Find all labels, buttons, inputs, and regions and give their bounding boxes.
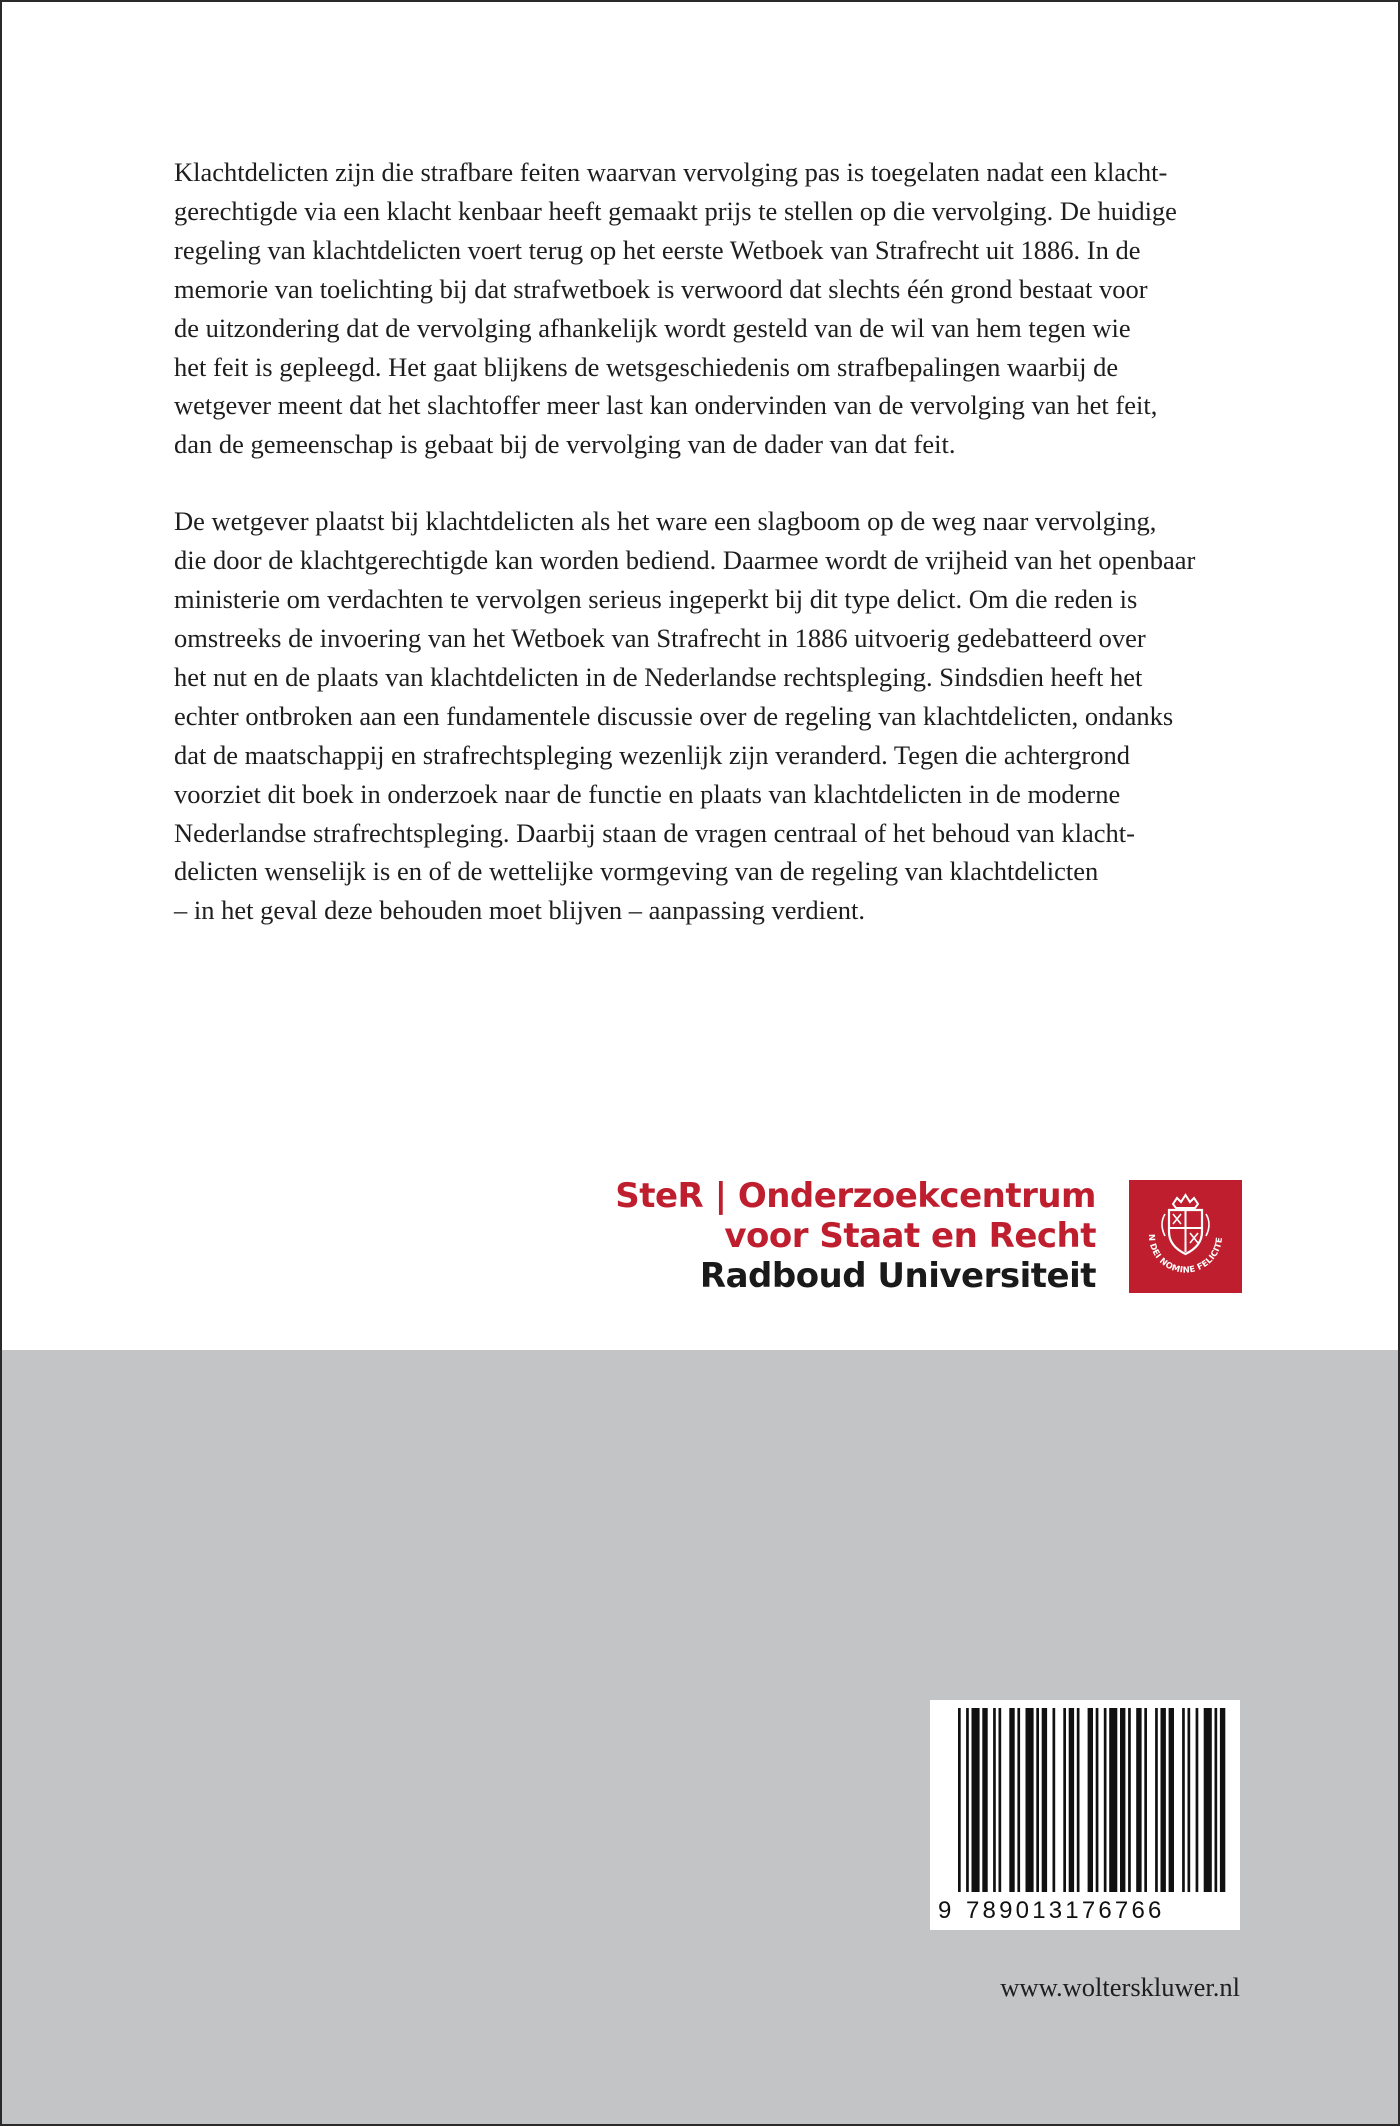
barcode-first-digit: 9 bbox=[938, 1897, 952, 1924]
barcode-bar bbox=[1009, 1708, 1014, 1892]
barcode-bar bbox=[1096, 1708, 1099, 1892]
barcode-bar bbox=[966, 1708, 969, 1892]
blurb-line: regeling van klachtdelicten voert terug op het eerste Wetboek van Strafrecht uit 1886. In de bbox=[174, 234, 1141, 265]
blurb-text bbox=[174, 153, 1254, 930]
barcode-bar bbox=[999, 1708, 1002, 1892]
paragraph-gap bbox=[174, 464, 1254, 502]
blurb-line: het feit is gepleegd. Het gaat blijkens de wetsgeschiedenis om strafbepalingen waarbij de bbox=[174, 351, 1119, 382]
blurb-line: de uitzondering dat de vervolging afhankelijk wordt gesteld van de wil van hem tegen wie bbox=[174, 312, 1131, 343]
barcode-bar bbox=[1026, 1708, 1034, 1892]
barcode-bar bbox=[1042, 1708, 1047, 1892]
blurb-line: wetgever meent dat het slachtoffer meer last kan ondervinden van de vervolging van het feit, bbox=[174, 390, 1158, 421]
logo-line-3: Radboud Universiteit bbox=[699, 1256, 1096, 1296]
barcode-bar bbox=[1136, 1708, 1141, 1892]
barcode-bar bbox=[1182, 1708, 1185, 1892]
isbn-barcode bbox=[930, 1700, 1240, 1930]
barcode-bar bbox=[1104, 1708, 1107, 1892]
blurb-line: dat de maatschappij en strafrechtspleging wezenlijk zijn veranderd. Tegen die achtergrond bbox=[174, 739, 1130, 770]
barcode-bar bbox=[1220, 1708, 1225, 1892]
barcode-bar bbox=[1063, 1708, 1066, 1892]
blurb-line: delicten wenselijk is en of de wettelijke vormgeving van de regeling van klachtdelicten bbox=[174, 856, 1099, 887]
barcode-bar bbox=[1196, 1708, 1199, 1892]
barcode-bar bbox=[1169, 1708, 1174, 1892]
barcode-bar bbox=[1128, 1708, 1131, 1892]
blurb-line: het nut en de plaats van klachtdelicten in de Nederlandse rechtspleging. Sindsdien heeft het bbox=[174, 661, 1143, 692]
barcode-bar bbox=[1036, 1708, 1039, 1892]
barcode-bar bbox=[993, 1708, 996, 1892]
barcode-bar bbox=[1077, 1708, 1080, 1892]
blurb-line: ministerie om verdachten te vervolgen serieus ingeperkt bij dit type delict. Om die reden is bbox=[174, 584, 1138, 615]
barcode-bar bbox=[1109, 1708, 1117, 1892]
barcode-bar bbox=[982, 1708, 987, 1892]
barcode-bars bbox=[930, 1700, 1240, 1898]
barcode-bar bbox=[1088, 1708, 1093, 1892]
barcode-bar bbox=[1017, 1708, 1020, 1892]
barcode-rest-digits: 789013176766 bbox=[966, 1897, 1165, 1924]
barcode-bar bbox=[1069, 1708, 1074, 1892]
blurb-line: omstreeks de invoering van het Wetboek van Strafrecht in 1886 uitvoerig gedebatteerd over bbox=[174, 622, 1146, 653]
blurb-line: die door de klachtgerechtigde kan worden bediend. Daarmee wordt de vrijheid van het openbaar bbox=[174, 545, 1196, 576]
blurb-line: De wetgever plaatst bij klachtdelicten als het ware een slagboom op de weg naar vervolging, bbox=[174, 506, 1157, 537]
blurb-line: gerechtigde via een klacht kenbaar heeft gemaakt prijs te stellen op die vervolging. De huidige bbox=[174, 195, 1177, 226]
barcode-bar bbox=[972, 1708, 980, 1892]
barcode-bar bbox=[1053, 1708, 1056, 1892]
barcode-bar bbox=[1204, 1708, 1212, 1892]
blurb-line: echter ontbroken aan een fundamentele discussie over de regeling van klachtdelicten, ondanks bbox=[174, 700, 1174, 731]
barcode-bar bbox=[1215, 1708, 1218, 1892]
blurb-line: dan de gemeenschap is gebaat bij de vervolging van de dader van dat feit. bbox=[174, 429, 956, 460]
logo-line-2: voor Staat en Recht bbox=[724, 1216, 1096, 1256]
radboud-seal-icon bbox=[1129, 1180, 1242, 1293]
blurb-line: memorie van toelichting bij dat strafwetboek is verwoord dat slechts één grond bestaat voor bbox=[174, 273, 1148, 304]
blurb-line: Nederlandse strafrechtspleging. Daarbij staan de vragen centraal of het behoud van klacht- bbox=[174, 817, 1135, 848]
barcode-bar bbox=[958, 1708, 961, 1892]
blurb-line: Klachtdelicten zijn die strafbare feiten waarvan vervolging pas is toegelaten nadat een klacht- bbox=[174, 157, 1168, 187]
ster-logo-text bbox=[615, 1176, 1096, 1296]
barcode-bar bbox=[1155, 1708, 1158, 1892]
seal-motto: N DEI NOMINE FELICITE bbox=[1146, 1233, 1225, 1275]
blurb-line: voorziet dit boek in onderzoek naar de functie en plaats van klachtdelicten in de moderne bbox=[174, 778, 1121, 809]
barcode-bar bbox=[1188, 1708, 1191, 1892]
blurb-line: – in het geval deze behouden moet blijven – aanpassing verdient. bbox=[174, 895, 865, 926]
barcode-bar bbox=[1144, 1708, 1147, 1892]
logo-line-1: SteR | Onderzoekcentrum bbox=[615, 1176, 1096, 1216]
barcode-bar bbox=[1120, 1708, 1125, 1892]
barcode-bar bbox=[1161, 1708, 1166, 1892]
publisher-website[interactable]: www.wolterskluwer.nl bbox=[1000, 1972, 1240, 2002]
